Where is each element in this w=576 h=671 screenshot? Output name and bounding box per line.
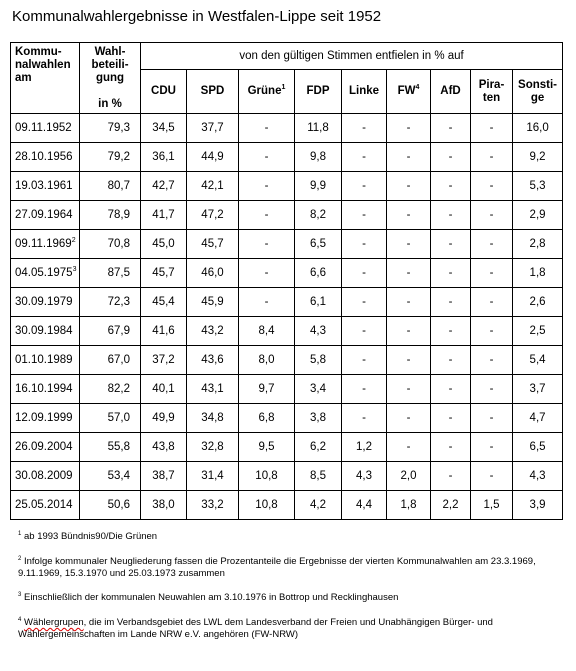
share-cell: - — [387, 114, 431, 143]
page-title: Kommunalwahlergebnisse in Westfalen-Lippe seit 1952 — [12, 8, 382, 25]
table-row — [11, 259, 563, 288]
share-cell: - — [342, 346, 387, 375]
share-cell: 9,8 — [295, 143, 342, 172]
table-row — [11, 288, 563, 317]
share-cell: 4,2 — [295, 491, 342, 520]
share-cell: - — [471, 375, 513, 404]
turnout-cell: 55,8 — [80, 433, 141, 462]
share-cell: - — [342, 259, 387, 288]
share-cell: - — [431, 462, 471, 491]
share-cell: 4,3 — [295, 317, 342, 346]
share-cell: - — [239, 143, 295, 172]
share-cell: 16,0 — [513, 114, 563, 143]
share-cell: - — [431, 433, 471, 462]
share-cell: 49,9 — [141, 404, 187, 433]
share-cell: - — [471, 462, 513, 491]
table-row — [11, 317, 563, 346]
share-cell: - — [431, 172, 471, 201]
share-cell: 44,9 — [187, 143, 239, 172]
share-cell: - — [342, 143, 387, 172]
table-row — [11, 230, 563, 259]
share-cell: 31,4 — [187, 462, 239, 491]
turnout-cell: 67,9 — [80, 317, 141, 346]
share-cell: 43,1 — [187, 375, 239, 404]
share-cell: 38,0 — [141, 491, 187, 520]
turnout-cell: 50,6 — [80, 491, 141, 520]
share-cell: 37,7 — [187, 114, 239, 143]
share-cell: 41,6 — [141, 317, 187, 346]
share-cell: 1,5 — [471, 491, 513, 520]
share-cell: - — [239, 230, 295, 259]
share-cell: - — [387, 317, 431, 346]
share-cell: - — [387, 143, 431, 172]
share-cell: - — [387, 230, 431, 259]
share-cell: 38,7 — [141, 462, 187, 491]
share-cell: 10,8 — [239, 491, 295, 520]
share-cell: - — [387, 201, 431, 230]
share-cell: - — [387, 259, 431, 288]
table-row — [11, 172, 563, 201]
footnote-2: $^2$ Infolge kommunaler Neugliederung fassen die Prozentanteile die Ergebnisse der vierten Kommunalwahlen am 23.3.1969, 9.11.1969, 15.3.1970 und 25.03.1973 zusammen — [18, 555, 536, 579]
share-cell: - — [239, 114, 295, 143]
header-party-1: SPD — [187, 70, 239, 114]
header-party-8: Sonsti- ge — [513, 70, 563, 114]
share-cell: 33,2 — [187, 491, 239, 520]
share-cell: 5,4 — [513, 346, 563, 375]
share-cell: - — [239, 201, 295, 230]
election-date: 25.05.2014 — [11, 491, 80, 520]
share-cell: - — [471, 143, 513, 172]
share-cell: 42,1 — [187, 172, 239, 201]
share-cell: 34,8 — [187, 404, 239, 433]
share-cell: 45,4 — [141, 288, 187, 317]
table-row — [11, 346, 563, 375]
share-cell: - — [471, 404, 513, 433]
share-cell: - — [471, 317, 513, 346]
share-cell: 3,7 — [513, 375, 563, 404]
share-cell: - — [431, 230, 471, 259]
share-cell: - — [471, 172, 513, 201]
share-cell: 6,1 — [295, 288, 342, 317]
share-cell: - — [471, 259, 513, 288]
share-cell: 2,6 — [513, 288, 563, 317]
table-row — [11, 404, 563, 433]
share-cell: - — [471, 114, 513, 143]
share-cell: 6,2 — [295, 433, 342, 462]
election-date: 04.05.1975$^3$ — [11, 259, 80, 288]
share-cell: 6,5 — [295, 230, 342, 259]
share-cell: 3,8 — [295, 404, 342, 433]
header-turnout: Wahl- beteili- gung in % — [80, 43, 141, 114]
share-cell: 46,0 — [187, 259, 239, 288]
share-cell: 9,7 — [239, 375, 295, 404]
share-cell: 9,5 — [239, 433, 295, 462]
share-cell: 32,8 — [187, 433, 239, 462]
share-cell: 8,2 — [295, 201, 342, 230]
table-row — [11, 491, 563, 520]
turnout-cell: 79,3 — [80, 114, 141, 143]
share-cell: - — [342, 230, 387, 259]
table-row — [11, 201, 563, 230]
share-cell: 47,2 — [187, 201, 239, 230]
turnout-cell: 53,4 — [80, 462, 141, 491]
election-date: 09.11.1969$^2$ — [11, 230, 80, 259]
spellcheck-word: Wählergrupen — [23, 617, 84, 628]
share-cell: 45,7 — [187, 230, 239, 259]
turnout-cell: 79,2 — [80, 143, 141, 172]
share-cell: - — [239, 288, 295, 317]
election-date: 12.09.1999 — [11, 404, 80, 433]
election-date: 27.09.1964 — [11, 201, 80, 230]
election-date: 16.10.1994 — [11, 375, 80, 404]
share-cell: 45,9 — [187, 288, 239, 317]
share-cell: 41,7 — [141, 201, 187, 230]
turnout-cell: 82,2 — [80, 375, 141, 404]
share-cell: 6,5 — [513, 433, 563, 462]
share-cell: 1,8 — [513, 259, 563, 288]
share-cell: - — [387, 433, 431, 462]
share-cell: - — [431, 375, 471, 404]
share-cell: 4,4 — [342, 491, 387, 520]
turnout-cell: 87,5 — [80, 259, 141, 288]
share-cell: - — [342, 114, 387, 143]
share-cell: - — [342, 288, 387, 317]
header-party-5: $FW^4$ — [387, 70, 431, 114]
share-cell: - — [431, 288, 471, 317]
turnout-cell: 67,0 — [80, 346, 141, 375]
turnout-cell: 70,8 — [80, 230, 141, 259]
election-results-table — [10, 42, 563, 520]
share-cell: - — [471, 230, 513, 259]
header-party-3: FDP — [295, 70, 342, 114]
table-row — [11, 375, 563, 404]
share-cell: - — [431, 346, 471, 375]
share-cell: 1,2 — [342, 433, 387, 462]
share-cell: 8,4 — [239, 317, 295, 346]
header-party-2: Grüne$^1$ — [239, 70, 295, 114]
share-cell: 4,3 — [513, 462, 563, 491]
share-cell: 8,0 — [239, 346, 295, 375]
share-cell: - — [431, 317, 471, 346]
share-cell: 8,5 — [295, 462, 342, 491]
header-votes-span: von den gültigen Stimmen entfielen in % auf — [141, 43, 563, 70]
share-cell: - — [342, 404, 387, 433]
share-cell: 9,9 — [295, 172, 342, 201]
election-date: 26.09.2004 — [11, 433, 80, 462]
share-cell: 45,7 — [141, 259, 187, 288]
share-cell: 10,8 — [239, 462, 295, 491]
share-cell: - — [387, 404, 431, 433]
table-row — [11, 462, 563, 491]
share-cell: 3,4 — [295, 375, 342, 404]
header-party-4: Linke — [342, 70, 387, 114]
election-date: 30.09.1979 — [11, 288, 80, 317]
share-cell: - — [431, 201, 471, 230]
share-cell: 4,7 — [513, 404, 563, 433]
share-cell: 1,8 — [387, 491, 431, 520]
share-cell: - — [471, 201, 513, 230]
share-cell: 6,8 — [239, 404, 295, 433]
share-cell: - — [471, 433, 513, 462]
header-party-7: Pira- ten — [471, 70, 513, 114]
election-date: 28.10.1956 — [11, 143, 80, 172]
election-date: 19.03.1961 — [11, 172, 80, 201]
share-cell: - — [239, 259, 295, 288]
turnout-cell: 78,9 — [80, 201, 141, 230]
election-date: 01.10.1989 — [11, 346, 80, 375]
table-row — [11, 114, 563, 143]
share-cell: - — [387, 172, 431, 201]
table-row — [11, 143, 563, 172]
share-cell: 36,1 — [141, 143, 187, 172]
share-cell: 43,8 — [141, 433, 187, 462]
share-cell: 6,6 — [295, 259, 342, 288]
header-party-0: CDU — [141, 70, 187, 114]
share-cell: 2,8 — [513, 230, 563, 259]
share-cell: 43,2 — [187, 317, 239, 346]
share-cell: - — [342, 172, 387, 201]
share-cell: - — [342, 375, 387, 404]
share-cell: 4,3 — [342, 462, 387, 491]
share-cell: - — [431, 259, 471, 288]
share-cell: 2,0 — [387, 462, 431, 491]
share-cell: 40,1 — [141, 375, 187, 404]
table-body — [11, 114, 563, 520]
election-date: 30.08.2009 — [11, 462, 80, 491]
share-cell: - — [239, 172, 295, 201]
share-cell: 43,6 — [187, 346, 239, 375]
share-cell: 37,2 — [141, 346, 187, 375]
share-cell: 3,9 — [513, 491, 563, 520]
table-row — [11, 433, 563, 462]
turnout-cell: 80,7 — [80, 172, 141, 201]
share-cell: - — [471, 288, 513, 317]
share-cell: 5,8 — [295, 346, 342, 375]
share-cell: - — [387, 346, 431, 375]
footnote-3: $^3$ Einschließlich der kommunalen Neuwahlen am 3.10.1976 in Bottrop und Recklinghausen — [18, 591, 399, 603]
share-cell: 5,3 — [513, 172, 563, 201]
share-cell: 34,5 — [141, 114, 187, 143]
header-date: Kommu- nalwahlen am — [11, 43, 80, 114]
share-cell: 2,9 — [513, 201, 563, 230]
share-cell: 2,2 — [431, 491, 471, 520]
share-cell: - — [342, 201, 387, 230]
share-cell: 11,8 — [295, 114, 342, 143]
footnote-1: $^1$ ab 1993 Bündnis90/Die Grünen — [18, 530, 158, 542]
share-cell: - — [471, 346, 513, 375]
turnout-cell: 72,3 — [80, 288, 141, 317]
share-cell: - — [342, 317, 387, 346]
election-date: 30.09.1984 — [11, 317, 80, 346]
share-cell: - — [387, 375, 431, 404]
share-cell: 42,7 — [141, 172, 187, 201]
share-cell: 2,5 — [513, 317, 563, 346]
election-date: 09.11.1952 — [11, 114, 80, 143]
turnout-cell: 57,0 — [80, 404, 141, 433]
footnote-4: $^4$ Wählergrupen, die im Verbandsgebiet des LWL dem Landesverband der Freien und Unabhängigen Bürger- und Wählergemeinschaften im Lande NRW e.V. angehören (FW-NRW) — [18, 616, 493, 640]
share-cell: - — [431, 114, 471, 143]
share-cell: 9,2 — [513, 143, 563, 172]
share-cell: - — [431, 143, 471, 172]
share-cell: - — [431, 404, 471, 433]
share-cell: - — [387, 288, 431, 317]
share-cell: 45,0 — [141, 230, 187, 259]
header-party-6: AfD — [431, 70, 471, 114]
